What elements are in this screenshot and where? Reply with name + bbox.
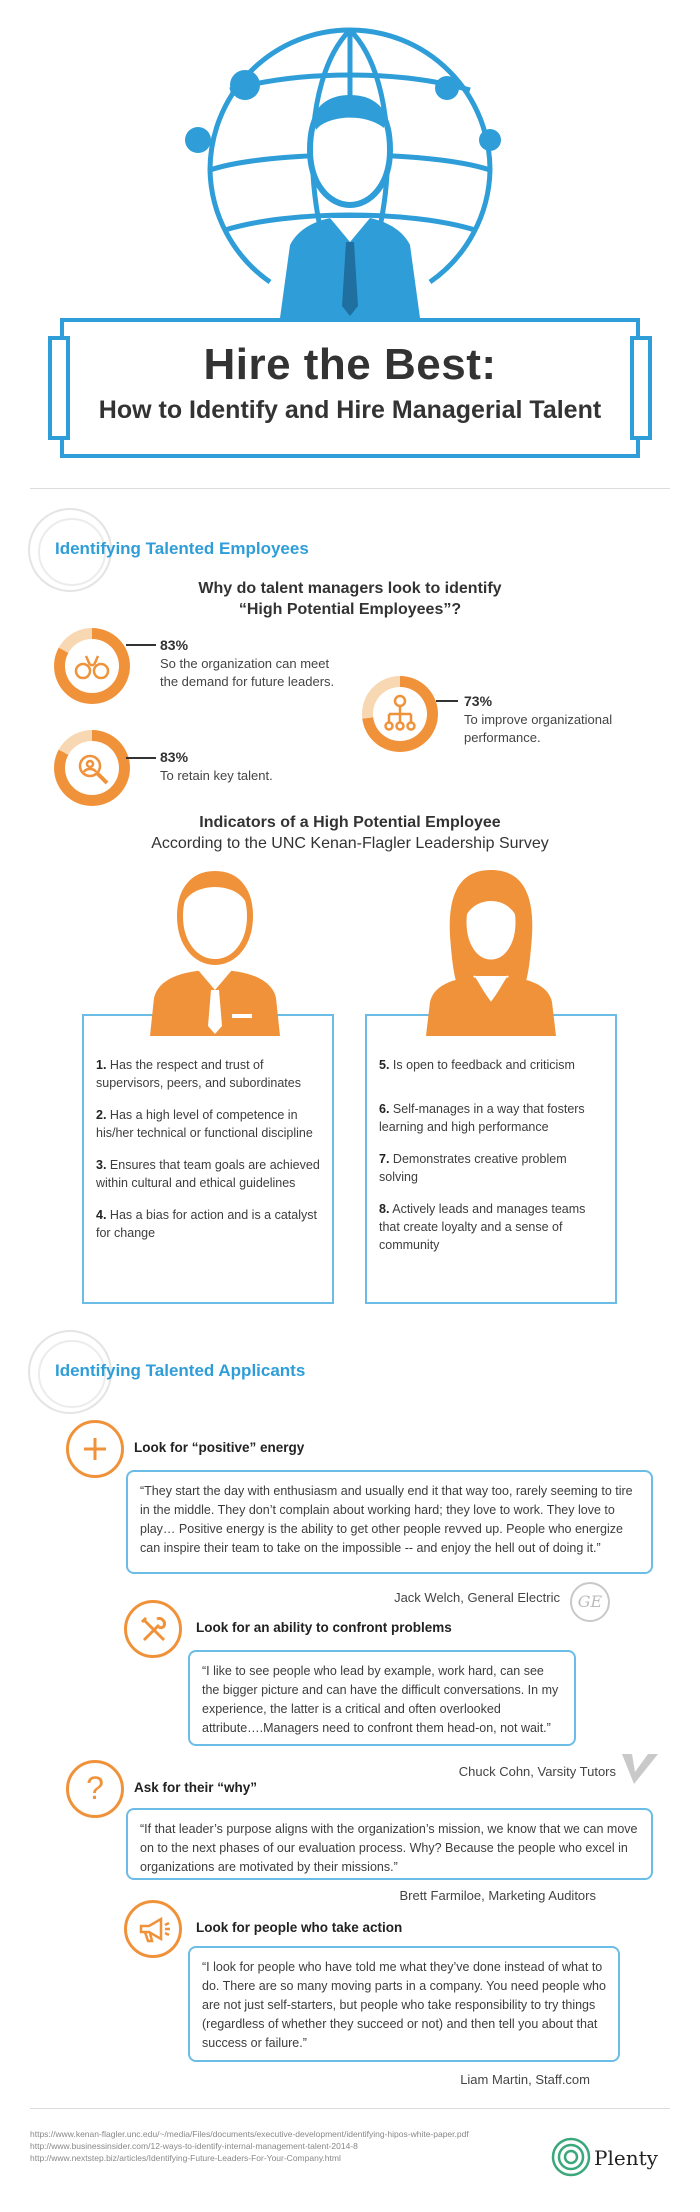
stat-2-leader-line [436,700,458,702]
stat-1-text-2: the demand for future leaders. [160,674,335,689]
wrench-screwdriver-icon [124,1600,182,1658]
sources-list [30,2128,469,2164]
indicator-item: 8. Actively leads and manages teams that create loyalty and a sense of community [379,1202,586,1252]
source-link[interactable]: https://www.kenan-flagler.unc.edu/~/media/Files/documents/executive-development/identifying-hipos-white-paper.pdf [30,2129,469,2139]
indicator-item: 6. Self-manages in a way that fosters learning and high performance [379,1102,585,1134]
tip-4-quote: “I look for people who have told me what they’ve done instead of what to do. There are so many moving parts in a company. You need people who are not just self-starters, but people who take responsibility to try things (regardless of whether they succeed or not) and then tell you about that success or failure.” [188,1946,620,2062]
org-chart-icon [384,694,416,734]
section-1-title: Identifying Talented Employees [55,539,309,558]
tip-1-quote: “They start the day with enthusiasm and usually end it that way too, rarely seeming to tire in the middle. They don’t complain about working hard; they love to work. They love to play… Positive energy is the ability to get other people revved up. People who energize can inspire their team to take on the impossible -- and enjoy the hell out of doing it.” [126,1470,653,1574]
female-employee-illustration [416,866,566,1036]
indicator-item: 4. Has a bias for action and is a catalyst for change [96,1208,317,1240]
plenty-logo-icon [550,2136,592,2178]
indicator-item: 3. Ensures that team goals are achieved within cultural and ethical guidelines [96,1158,320,1190]
title-block [78,332,622,444]
source-link[interactable]: http://www.businessinsider.com/12-ways-to-identify-internal-management-talent-2014-8 [30,2141,358,2151]
stat-1 [160,636,334,691]
tip-3-quote: “If that leader’s purpose aligns with the organization’s mission, we know that we can move on to the next phases of our evaluation process. Why? Because the people who excel in organizations are motivated by their missions.” [126,1808,653,1880]
plus-icon [66,1420,124,1478]
stat-3 [160,748,273,785]
tip-1-title: Look for “positive” energy [134,1440,305,1455]
magnifier-icon [76,752,110,786]
page-subtitle: How to Identify and Hire Managerial Talent [98,396,602,424]
indicator-item: 7. Demonstrates creative problem solving [379,1152,567,1184]
indicator-item: 1. Has the respect and trust of supervisors, peers, and subordinates [96,1058,301,1090]
indicator-item: 2. Has a high level of competence in his/her technical or functional discipline [96,1108,313,1140]
title-frame-left-tab [48,336,70,440]
donut-chart-83-future-leaders [54,628,130,704]
question-mark-icon: ? [66,1760,124,1818]
donut-chart-83-retain-talent [54,730,130,806]
tip-4-title: Look for people who take action [196,1920,403,1935]
tip-2-title: Look for an ability to confront problems [196,1620,452,1635]
divider [30,488,670,489]
indicators-title: Indicators of a High Potential Employee [199,814,501,831]
page-title: Hire the Best: [203,340,497,389]
tip-2-quote: “I like to see people who lead by example, work hard, can see the bigger picture and can have the difficult conversations. In my experience, the latter is a critical and often overlooked attribute….Managers need to confront them head-on, not wait.” [188,1650,576,1746]
binoculars-icon [74,652,110,680]
stat-2-value: 73% [464,693,493,709]
ge-logo: GE [570,1582,610,1622]
megaphone-icon [124,1900,182,1958]
tip-3-attribution: Brett Farmiloe, Marketing Auditors [399,1888,596,1903]
stat-3-leader-line [126,757,156,759]
title-frame-right-tab [630,336,652,440]
stat-1-value: 83% [160,637,189,653]
stat-2 [464,692,612,747]
stat-3-value: 83% [160,749,189,765]
question-line-2: “High Potential Employees”? [238,601,462,618]
male-employee-illustration [140,866,290,1036]
tip-1-attribution: Jack Welch, General Electric [394,1590,560,1605]
stat-3-text-1: To retain key talent. [160,768,273,783]
source-link[interactable]: http://www.nextstep.biz/articles/Identifying-Future-Leaders-For-Your-Company.html [30,2153,341,2163]
section-2-title: Identifying Talented Applicants [55,1361,306,1380]
indicator-item: 5. Is open to feedback and criticism [379,1058,575,1072]
stat-2-text-2: performance. [464,730,541,745]
brand-name: Plenty [594,2146,658,2170]
donut-chart-73-performance [362,676,438,752]
indicators-card-right [365,1014,617,1304]
question-line-1: Why do talent managers look to identify [198,580,502,597]
stat-2-text-1: To improve organizational [464,712,613,727]
indicators-subtitle: According to the UNC Kenan-Flagler Leadership Survey [151,835,549,852]
varsity-tutors-logo [620,1752,660,1786]
footer-divider [30,2108,670,2109]
globe-manager-illustration [150,20,550,320]
tip-4-attribution: Liam Martin, Staff.com [460,2072,590,2087]
tip-3-title: Ask for their “why” [134,1780,258,1795]
tip-2-attribution: Chuck Cohn, Varsity Tutors [458,1764,616,1779]
stat-1-text-1: So the organization can meet [160,656,330,671]
stat-1-leader-line [126,644,156,646]
indicators-card-left [82,1014,334,1304]
